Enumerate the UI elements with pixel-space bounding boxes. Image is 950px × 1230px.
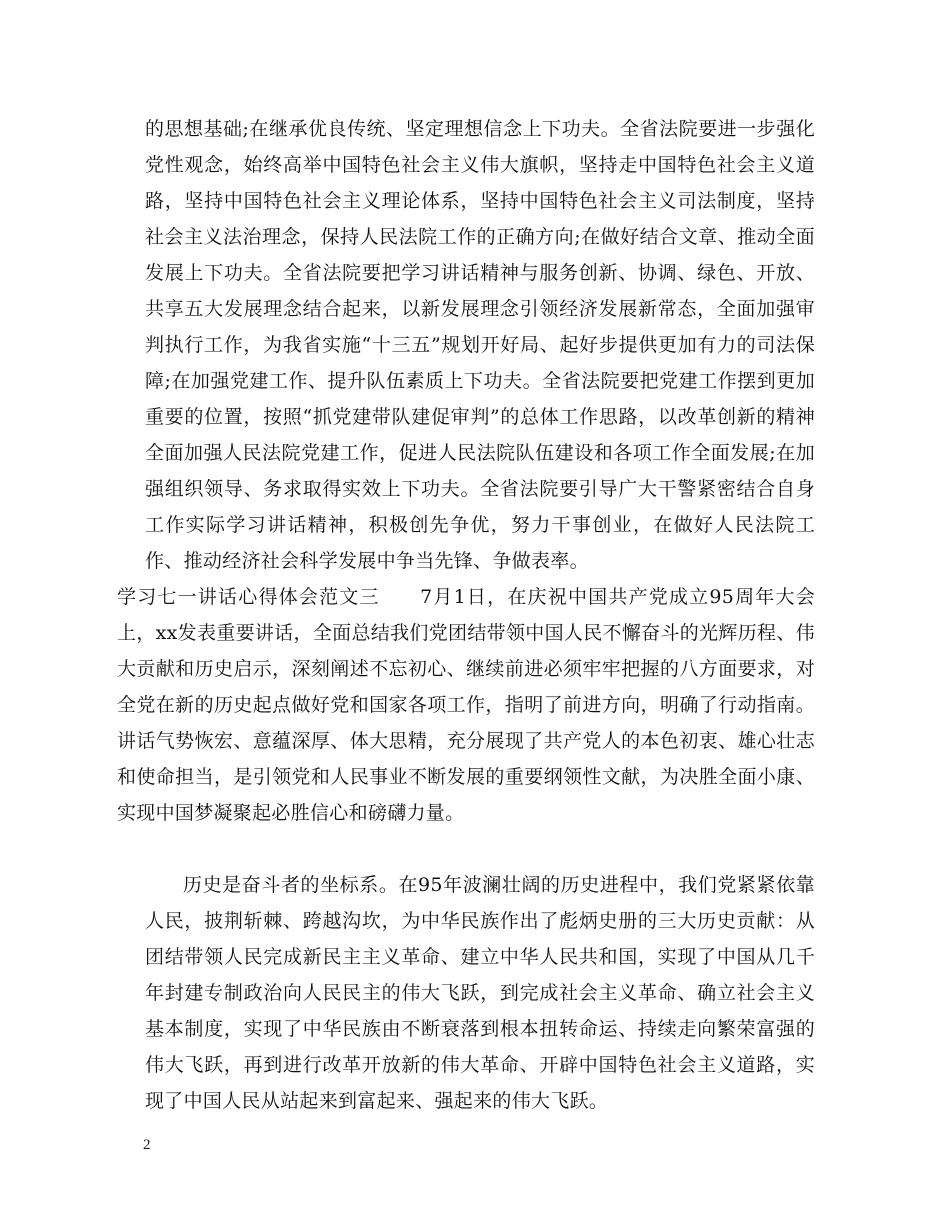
continued-paragraph (145, 111, 815, 579)
paragraph-text: 历史是奋斗者的坐标系。在95年波澜壮阔的历史进程中，我们党紧紧依靠人民，披荆斩棘、跨越沟坎，为中华民族作出了彪炳史册的三大历史贡献：从团结带领人民完成新民主主义革命、建立中华人民共和国，实现了中国从几千年封建专制政治向人民民主的伟大飞跃，到完成社会主义革命、确立社会主义基本制度，实现了中华民族由不断衰落到根本扭转命运、持续走向繁荣富强的伟大飞跃，再到进行改革开放新的伟大革命、开辟中国特色社会主义道路，实现了中国人民从站起来到富起来、强起来的伟大飞跃。 (145, 874, 815, 1112)
page-number: 2 (143, 1137, 151, 1153)
history-paragraph (145, 867, 815, 1119)
section-heading-paragraph (117, 579, 815, 831)
heading-paragraph-text: 学习七一讲话心得体会范文三 7月1日，在庆祝中国共产党成立95周年大会上，xx发表重要讲话，全面总结我们党团结带领中国人民不懈奋斗的光辉历程、伟大贡献和历史启示，深刻阐述不忘初心、继续前进必须牢牢把握的八方面要求，对全党在新的历史起点做好党和国家各项工作，指明了前进方向，明确了行动指南。讲话气势恢宏、意蕴深厚、体大思精，充分展现了共产党人的本色初衷、雄心壮志和使命担当，是引领党和人民事业不断发展的重要纲领性文献，为决胜全面小康、实现中国梦凝聚起必胜信心和磅礴力量。 (117, 586, 815, 824)
paragraph-text: 的思想基础;在继承优良传统、坚定理想信念上下功夫。全省法院要进一步强化党性观念，始终高举中国特色社会主义伟大旗帜，坚持走中国特色社会主义道路，坚持中国特色社会主义理论体系，坚持中国特色社会主义司法制度，坚持社会主义法治理念，保持人民法院工作的正确方向;在做好结合文章、推动全面发展上下功夫。全省法院要把学习讲话精神与服务创新、协调、绿色、开放、共享五大发展理念结合起来，以新发展理念引领经济发展新常态，全面加强审判执行工作，为我省实施“十三五”规划开好局、起好步提供更加有力的司法保障;在加强党建工作、提升队伍素质上下功夫。全省法院要把党建工作摆到更加重要的位置，按照“抓党建带队建促审判”的总体工作思路，以改革创新的精神全面加强人民法院党建工作，促进人民法院队伍建设和各项工作全面发展;在加强组织领导、务求取得实效上下功夫。全省法院要引导广大干警紧密结合自身工作实际学习讲话精神，积极创先争优，努力干事创业，在做好人民法院工作、推动经济社会科学发展中争当先锋、争做表率。 (145, 118, 815, 572)
